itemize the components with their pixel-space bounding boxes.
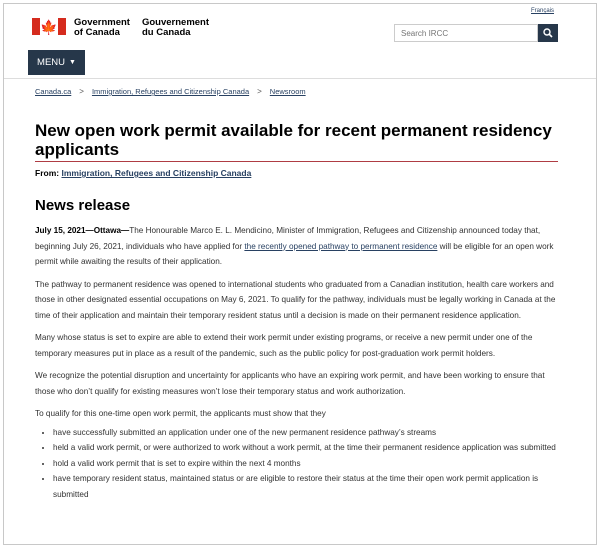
paragraph-5: To qualify for this one-time open work permit, the applicants must show that they [35, 409, 326, 418]
section-heading: News release [35, 197, 131, 214]
menu-label: MENU [37, 57, 66, 68]
paragraph-1 [35, 223, 563, 270]
breadcrumb-link-canada[interactable]: Canada.ca [35, 87, 72, 96]
search-input[interactable] [394, 24, 538, 42]
breadcrumb-link-ircc[interactable]: Immigration, Refugees and Citizenship Canada [91, 87, 250, 96]
paragraph-2: The pathway to permanent residence was opened to international students who graduated from a Canadian institution, health care workers and those in other designated essential occupations on May 6, 2021. To qualify for the pathway, individuals must be legally working in Canada at the time of their application and maintain their temporary resident status until a decision is made on their permanent residence application. [35, 279, 556, 320]
breadcrumb [35, 87, 306, 96]
breadcrumb-link-newsroom[interactable]: Newsroom [269, 87, 306, 96]
chevron-right-icon: > [79, 87, 84, 96]
title-underline [35, 161, 558, 162]
paragraph-1-text-b: will be eligible for an open work permit while awaiting the results of their application. [35, 241, 554, 266]
search-form [394, 24, 558, 42]
from-label: From: [35, 168, 60, 178]
signature-french: Gouvernement du Canada [141, 17, 210, 38]
language-toggle-link[interactable]: Français [531, 8, 555, 14]
canada-flag-icon: 🍁 [32, 18, 66, 35]
eligibility-list [35, 425, 563, 503]
list-item: • have temporary resident status, maintained status or are eligible to restore their status at the time their open work permit application is submitted [53, 471, 563, 502]
search-button[interactable] [538, 24, 558, 42]
paragraph-1-text-a: The Honourable Marco E. L. Mendicino, Minister of Immigration, Refugees and Citizenship announced today that, beginning July 26, 2021, individuals who have applied for [35, 226, 541, 251]
government-signature[interactable] [32, 18, 209, 38]
list-item: • held a valid work permit, or were authorized to work without a work permit, at the time their permanent residence application was submitted [53, 440, 563, 456]
pathway-link[interactable]: the recently opened pathway to permanent residence [244, 241, 438, 251]
signature-english: Government of Canada [74, 17, 130, 38]
page-frame [3, 3, 597, 545]
article-body [35, 223, 563, 502]
menu-band [4, 50, 597, 79]
from-line [35, 168, 251, 178]
list-item: • have successfully submitted an application under one of the new permanent residence pathway’s streams [53, 425, 563, 441]
list-item: • hold a valid work permit that is set to expire within the next 4 months [53, 456, 563, 472]
paragraph-3: Many whose status is set to expire are able to extend their work permit under existing programs, or receive a new permit under one of the temporary measures put in place as a result of the pandemic, such as the public policy for post-graduation work permit holders. [35, 333, 533, 358]
chevron-right-icon: > [257, 87, 262, 96]
paragraph-4: We recognize the potential disruption and uncertainty for applicants who have an expiring work permit, and have been working to ensure that those who don’t qualify for existing measures won’t lose their temporary status and work authorization. [35, 371, 545, 396]
dateline: July 15, 2021—Ottawa— [35, 226, 130, 235]
search-icon [543, 28, 553, 38]
from-org-link[interactable]: Immigration, Refugees and Citizenship Canada [61, 168, 252, 178]
chevron-down-icon: ▼ [69, 59, 76, 66]
menu-button[interactable] [28, 50, 85, 75]
page-title: New open work permit available for recent permanent residency applicants [35, 121, 552, 159]
